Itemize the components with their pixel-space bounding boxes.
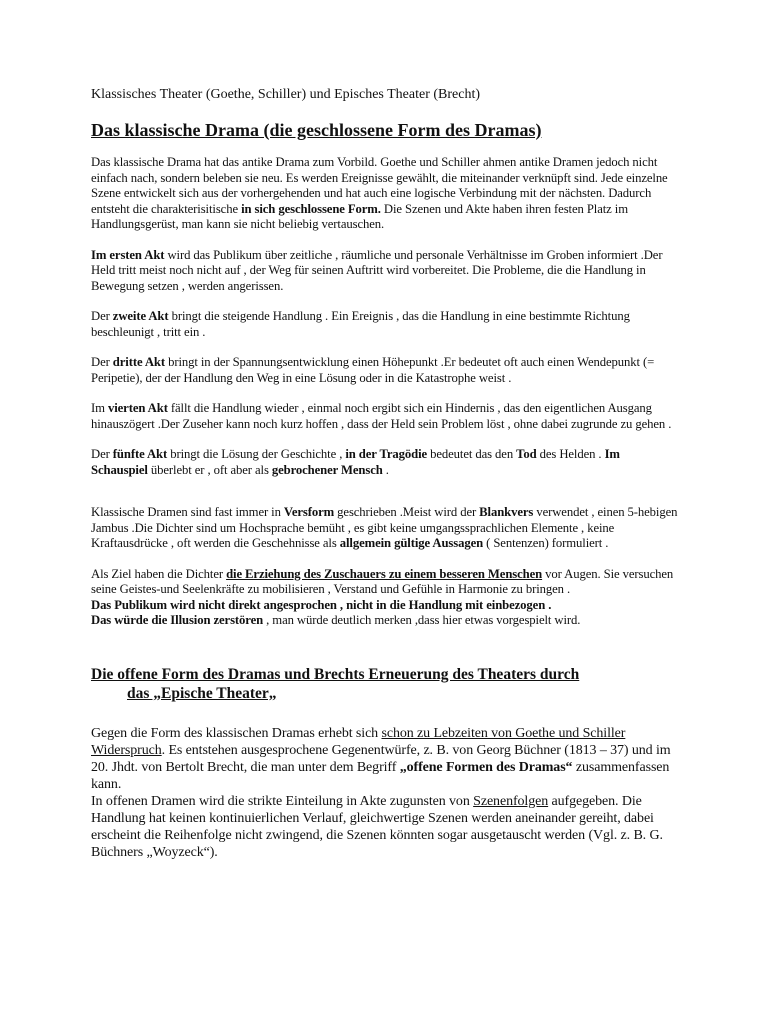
paragraph-verse-form: Klassische Dramen sind fast immer in Versform geschrieben .Meist wird der Blankvers verwendet , einen 5-hebigen Jambus .Die Dichter sind um Hochsprache bemüht , es gibt keine umgangssprachlichen Elemente , keine Kraftausdrücke , oft werden die Geschehnisse als allgemein gültige Aussagen ( Sentenzen) formuliert . bbox=[91, 505, 678, 550]
paragraph-fourth-act: Im vierten Akt fällt die Handlung wieder , einmal noch ergibt sich ein Hindernis , das den eigentlichen Ausgang hinauszögert .Der Zuseher kann noch kurz hoffen , dass der Held sein Problem löst , ohne dabei zugrunde zu gehen . bbox=[91, 401, 672, 431]
paragraph-first-act: Im ersten Akt wird das Publikum über zeitliche , räumliche und personale Verhältnisse im Groben informiert .Der Held tritt meist noch nicht auf , der Weg für seinen Auftritt wird vorbereitet. Die Probleme, die die Handlung in Bewegung setzen , werden angerissen. bbox=[91, 247, 663, 293]
section-heading-open-form: Die offene Form des Dramas und Brechts Erneuerung des Theaters durch das „Epische Theater„ bbox=[91, 665, 580, 702]
paragraph-goal: Als Ziel haben die Dichter die Erziehung des Zuschauers zu einem besseren Menschen vor Augen. Sie versuchen seine Geistes-und Seelenkräfte zu mobilisieren , Verstand und Gefühle in Harmonie zu bringen . Das Publikum wird nicht direkt angesprochen , nicht in die Handlung mit einbezogen . Das würde die Illusion zerstören , man würde deutlich merken ,dass hier etwas vorgespielt wird. bbox=[91, 566, 674, 627]
paragraph-intro: Das klassische Drama hat das antike Drama zum Vorbild. Goethe und Schiller ahmen antike Dramen jedoch nicht einfach nach, sondern beleben sie neu. Es werden Ereignisse gewählt, die miteinander verknüpft sind. Jede einzelne Szene entwickelt sich aus der vorhergehenden und hat auch eine logische Verbindung mit der nächsten. Dadurch entsteht die charakterisitische in sich geschlossene Form. Die Szenen und Akte haben ihren festen Platz im Handlungsgerüst, man kann sie nicht beliebig vertauschen. bbox=[91, 155, 668, 231]
paragraph-opposition: Gegen die Form des klassischen Dramas erhebt sich schon zu Lebzeiten von Goethe und Schiller Widerspruch. Es entstehen ausgesprochene Gegenentwürfe, z. B. von Georg Büchner (1813 – 37) und im 20. Jhdt. von Bertolt Brecht, die man unter dem Begriff „offene Formen des Dramas“ zusammenfassen kann. bbox=[91, 725, 671, 792]
spacer bbox=[91, 493, 678, 505]
paragraph-second-act: Der zweite Akt bringt die steigende Handlung . Ein Ereignis , das die Handlung in eine bestimmte Richtung beschleunigt , tritt ein . bbox=[91, 309, 630, 339]
document-title: Klassisches Theater (Goethe, Schiller) und Episches Theater (Brecht) bbox=[91, 87, 481, 102]
paragraph-third-act: Der dritte Akt bringt in der Spannungsentwicklung einen Höhepunkt .Er bedeutet oft auch einen Wendepunkt (= Peripetie), der der Handlung den Weg in eine Lösung oder in die Katastrophe weist . bbox=[91, 355, 655, 385]
section-heading-classical-drama: Das klassische Drama (die geschlossene Form des Dramas) bbox=[91, 120, 542, 140]
paragraph-fifth-act: Der fünfte Akt bringt die Lösung der Geschichte , in der Tragödie bedeutet das den Tod des Helden . Im Schauspiel überlebt er , oft aber als gebrochener Mensch . bbox=[91, 447, 620, 477]
paragraph-scene-sequences: In offenen Dramen wird die strikte Einteilung in Akte zugunsten von Szenenfolgen aufgegeben. Die Handlung hat keinen kontinuierlichen Verlauf, gleichwertige Szenen werden aneinander gereiht, dabei erscheint die Reihenfolge nicht zwingend, die Szenen könnten sogar ausgetauscht werden (Vgl. z. B. G. Büchners „Woyzeck“). bbox=[91, 793, 663, 860]
